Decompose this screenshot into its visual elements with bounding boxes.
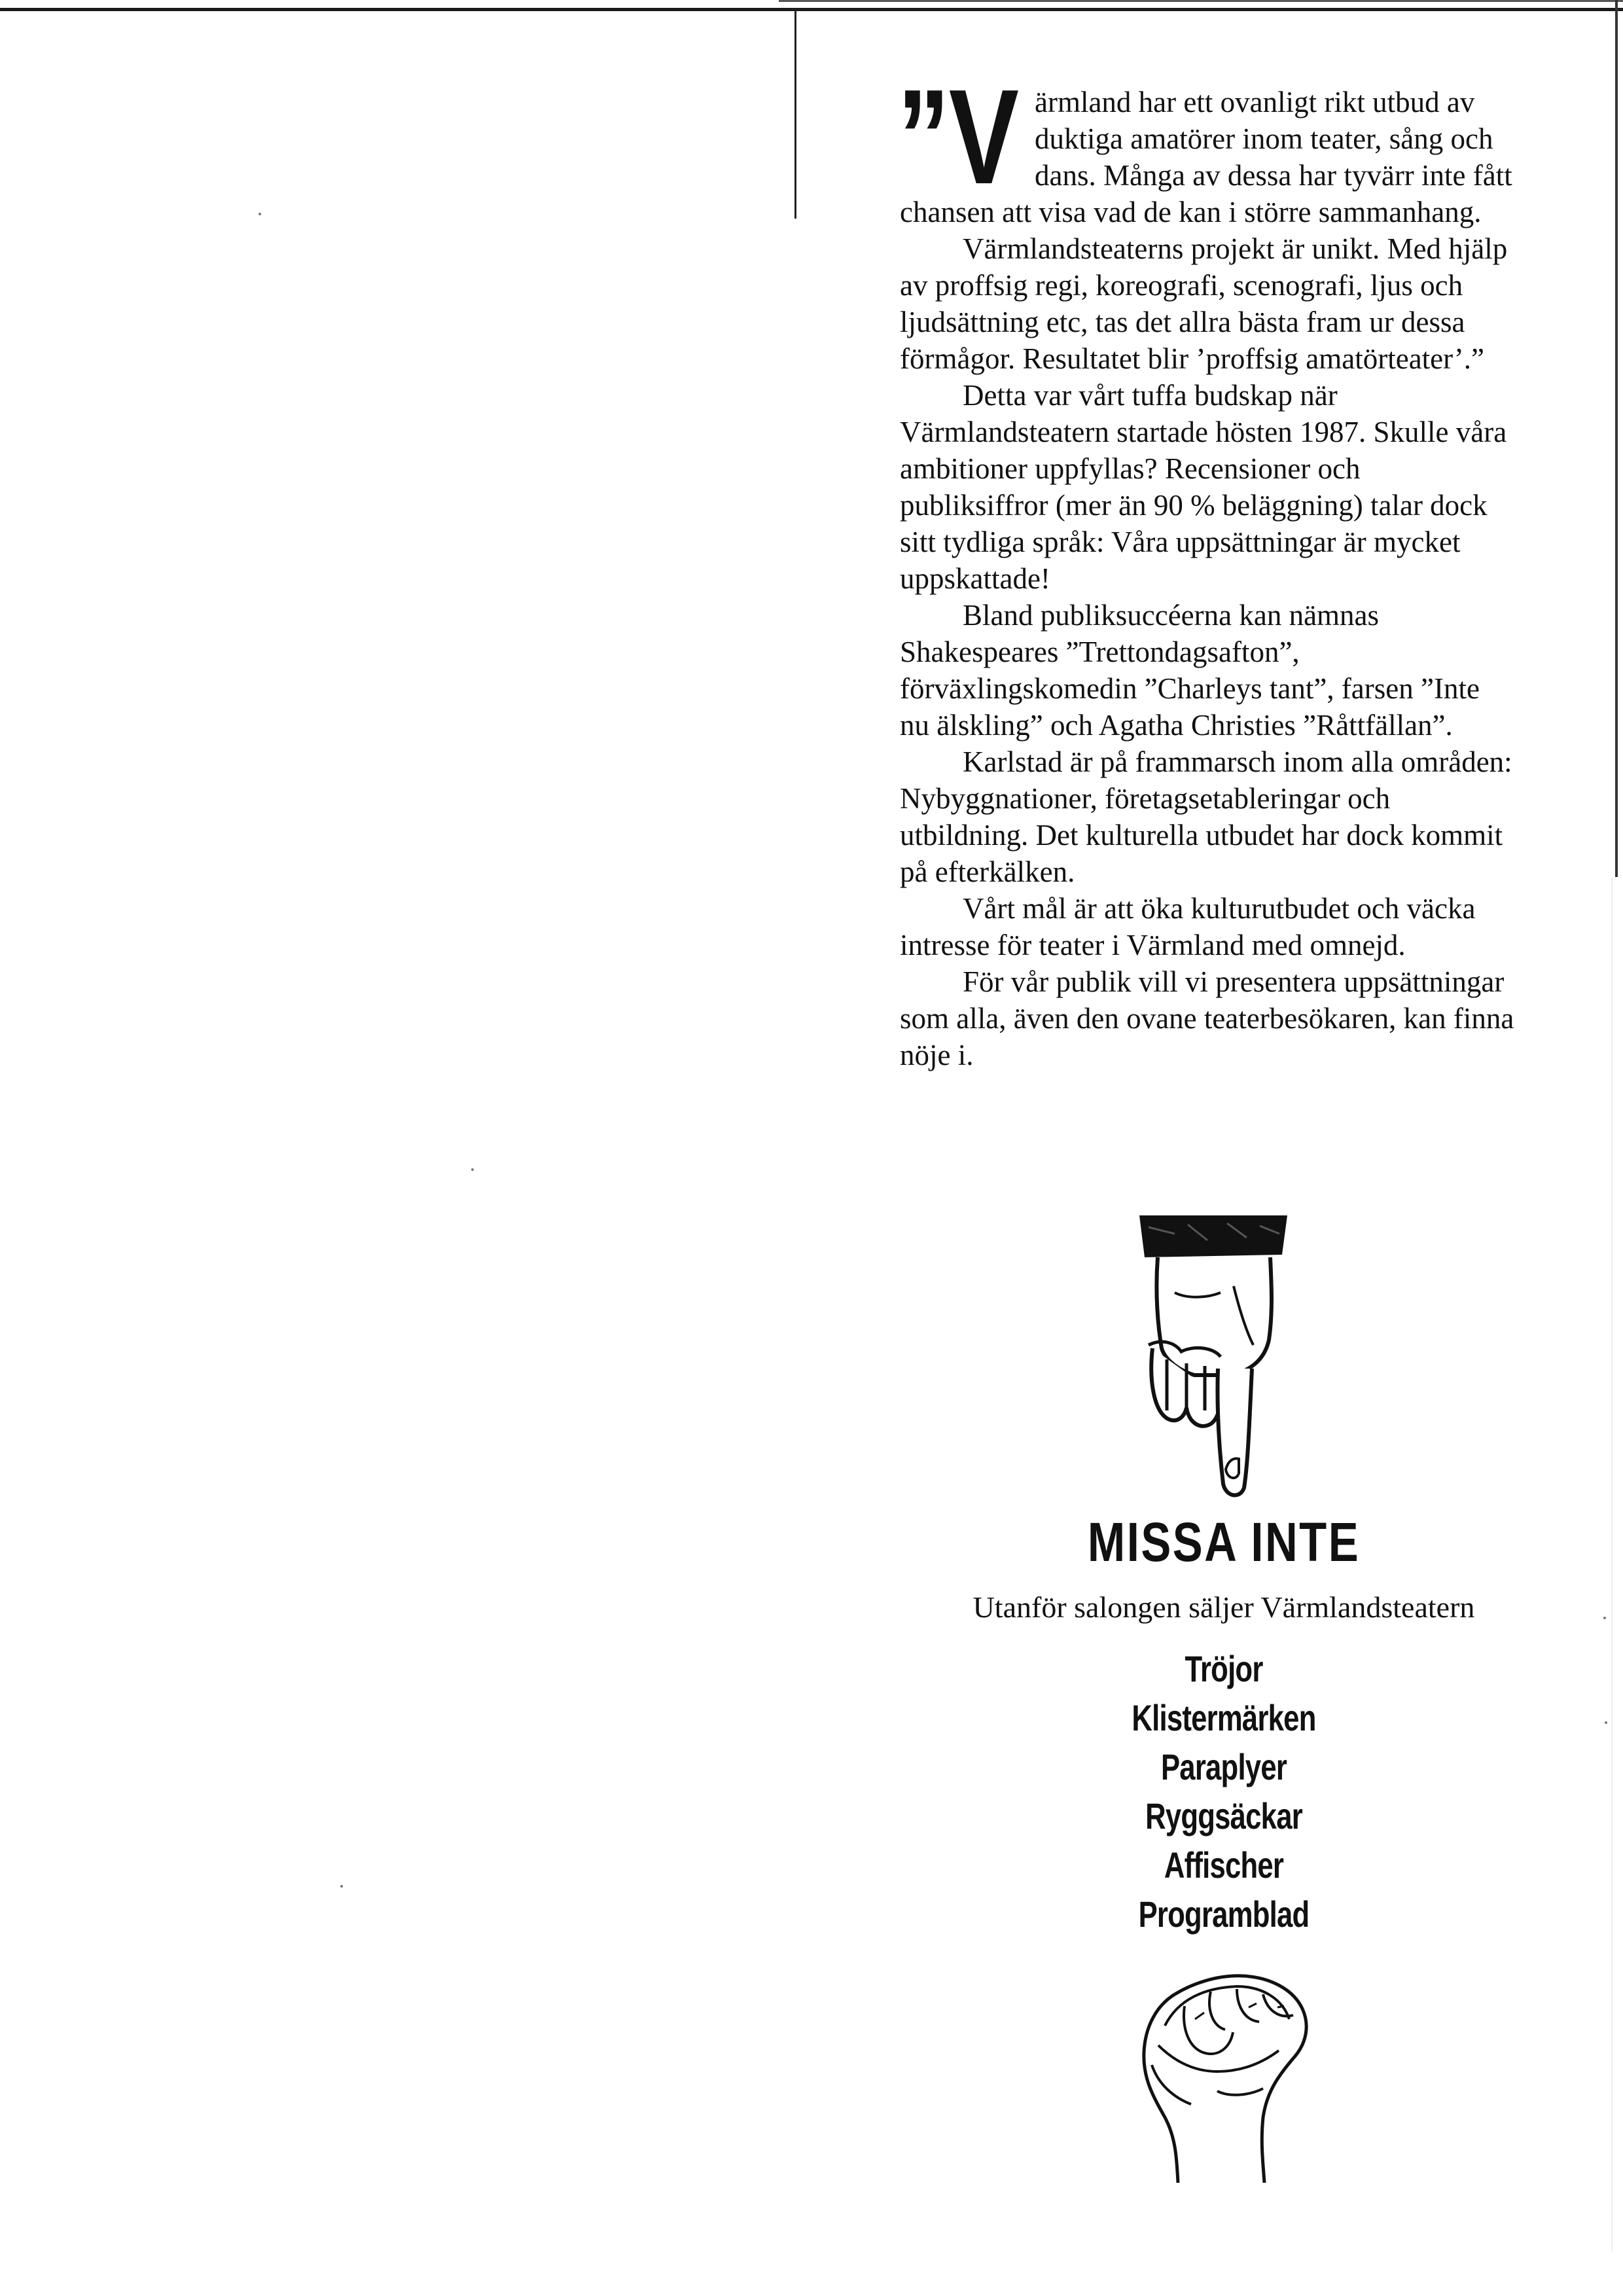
top-scan-border <box>0 8 1623 11</box>
fist-hand-icon <box>1139 1960 1315 2186</box>
right-scan-edge <box>1615 0 1618 877</box>
paragraph-text: ärmland har ett ovanligt rikt utbud av duktiga amatörer inom teater, sång och dans. Många av dessa har tyvärr inte fått chansen att visa vad de kan i större sammanhang. <box>900 86 1512 228</box>
drop-cap-letter: V <box>948 62 1018 212</box>
article-paragraph-4: Bland publiksuccéerna kan nämnas Shakespeares ”Trettondagsafton”, förväxlingskomedin ”Charleys tant”, farsen ”Inte nu älskling” och Agatha Christies ”Råttfällan”. <box>900 599 1480 742</box>
page-fold-line <box>794 9 796 219</box>
article-text <box>897 62 1515 1073</box>
article-paragraph-5: Karlstad är på frammarsch inom alla områden: Nybyggnationer, företagsetableringar och utbildning. Det kulturella utbudet har dock kommit på efterkälken. <box>900 745 1512 888</box>
top-scan-border-thin <box>779 0 1623 2</box>
scan-speck <box>1603 1617 1606 1619</box>
drop-cap <box>897 62 1018 212</box>
article-paragraph-6: Vårt mål är att öka kulturutbudet och väcka intresse för teater i Värmland med omnejd. <box>900 892 1476 961</box>
merch-item: Klistermärken <box>1132 1697 1316 1738</box>
merch-item: Ryggsäckar <box>1145 1795 1302 1837</box>
article-paragraph-2: Värmlandsteaterns projekt är unikt. Med hjälp av proffsig regi, koreografi, scenografi, ljus och ljudsättning etc, tas det allra bästa fram ur dessa förmågor. Resultatet blir ’proffsig amatörteater’.” <box>900 232 1508 375</box>
right-scan-edge-faint <box>1611 877 1613 2251</box>
scan-speck <box>471 1168 474 1171</box>
merch-item: Tröjor <box>1185 1648 1263 1689</box>
merch-item: Programblad <box>1138 1893 1310 1935</box>
article-paragraph-1 <box>897 62 1515 230</box>
merch-list <box>995 1644 1453 1939</box>
pointing-down-hand-icon <box>1135 1214 1293 1502</box>
drop-cap-quote: ” <box>897 62 949 212</box>
scan-speck <box>340 1885 343 1888</box>
article-paragraph-7: För vår publik vill vi presentera uppsättningar som alla, även den ovane teaterbesökaren, kan finna nöje i. <box>900 965 1514 1071</box>
scan-speck <box>259 213 261 215</box>
merch-item: Paraplyer <box>1160 1746 1287 1787</box>
merch-item: Affischer <box>1164 1844 1284 1886</box>
promo-intro: Utanför salongen säljer Värmlandsteatern <box>972 1590 1475 1624</box>
article-paragraph-3: Detta var vårt tuffa budskap när Värmlandsteatern startade hösten 1987. Skulle våra ambitioner uppfyllas? Recensioner och publiksiffror (mer än 90 % beläggning) talar dock sitt tydliga språk: Våra uppsättningar är mycket uppskattade! <box>900 379 1507 595</box>
scan-speck <box>1605 1721 1607 1724</box>
promo-heading: MISSA INTE <box>1087 1511 1361 1573</box>
